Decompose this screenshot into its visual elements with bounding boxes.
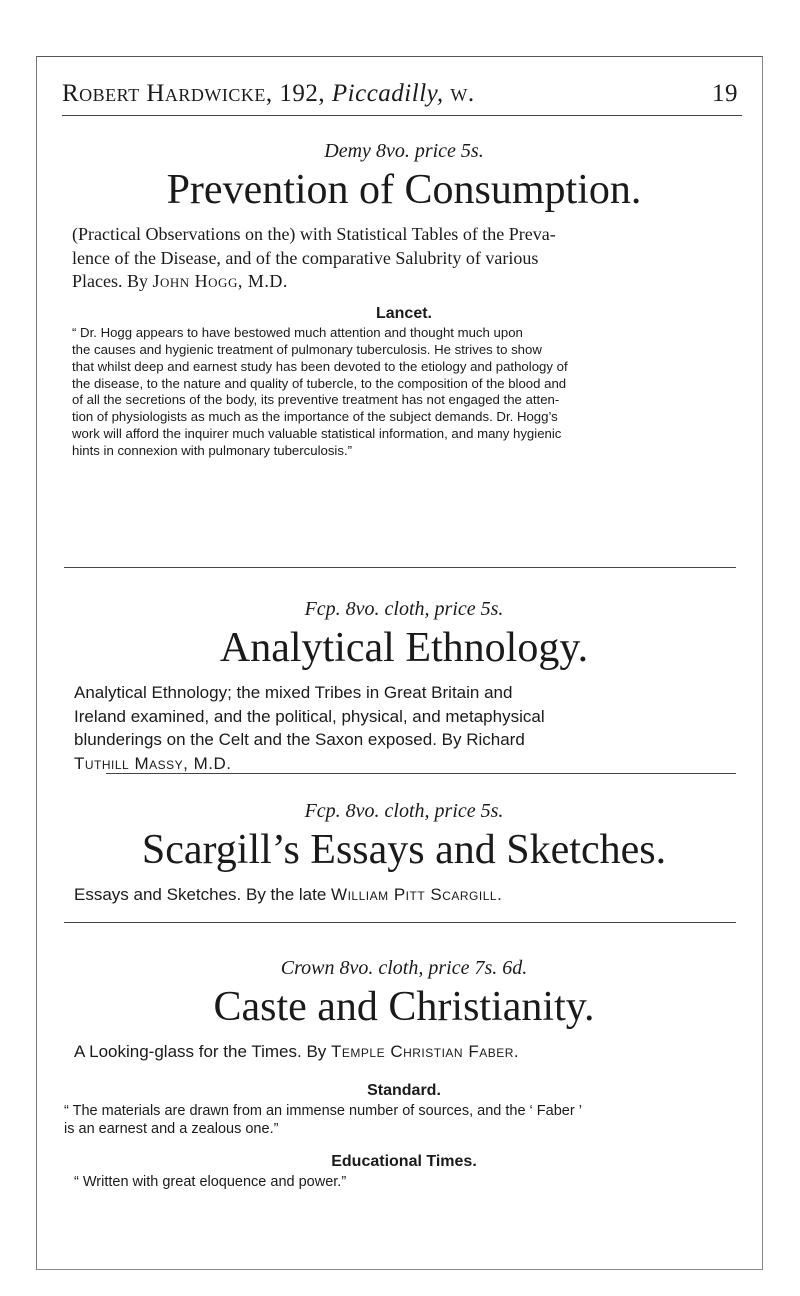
review-source: Standard. (367, 1081, 441, 1099)
book-author: Temple Christian Faber. (331, 1042, 520, 1062)
section-rule (64, 567, 736, 568)
book-author: William Pitt Scargill. (331, 885, 503, 905)
section-rule (64, 922, 736, 923)
book-description: Essays and Sketches. By the late William Pitt Scargill. (74, 885, 503, 905)
review-source: Lancet. (375, 305, 432, 323)
book-format: Fcp. 8vo. cloth, price 5s. (304, 800, 504, 822)
running-header (62, 80, 760, 108)
book-title: Prevention of Consumption. (166, 167, 642, 213)
section-rule (106, 773, 736, 774)
header-rule (62, 115, 742, 116)
book-entry-prevention (64, 140, 744, 459)
book-author: Tuthill Massy, M.D. (74, 753, 232, 773)
book-format: Crown 8vo. cloth, price 7s. 6d. (280, 957, 528, 979)
book-description: Analytical Ethnology; the mixed Tribes in Great Britain and Ireland examined, and the political, physical, and metaphysical blunderings on the Celt and the Saxon exposed. By Richard Tuthill Massy, M.D. (74, 683, 545, 773)
book-entry-caste (64, 957, 744, 1192)
review-source: Educational Times. (331, 1153, 477, 1171)
review-quote: “ The materials are drawn from an immense number of sources, and the ‘ Faber ’ is an earnest and a zealous one.” (64, 1102, 582, 1138)
book-entry-scargill (64, 800, 744, 907)
review-quote: “ Dr. Hogg appears to have bestowed much attention and thought much upon the causes and hygienic treatment of pulmonary tuberculosis. He strives to show that whilst deep and earnest study has been devoted to the etiology and pathology of the disease, to the nature and quality of tubercle, to the composition of the blood and of all the secretions of the body, its preventive treatment has not engaged the atten- tion of physiologists as much as the importance of the subject demands. Dr. Hogg’s work will afford the inquirer much valuable statistical information, and many hygienic hints in connexion with pulmonary tuberculosis.” (72, 325, 568, 458)
book-title: Caste and Christianity. (213, 984, 595, 1030)
book-author: John Hogg, M.D. (152, 270, 288, 291)
page-number: 19 (712, 80, 738, 107)
book-entry-ethnology (64, 598, 744, 775)
publisher-imprint: Robert Hardwicke, 192, Piccadilly, w. (62, 80, 475, 107)
book-description: A Looking-glass for the Times. By Temple Christian Faber. (74, 1042, 520, 1062)
book-format: Demy 8vo. price 5s. (324, 140, 484, 162)
book-title: Scargill’s Essays and Sketches. (141, 827, 667, 873)
review-quote: “ Written with great eloquence and power.” (74, 1174, 347, 1191)
book-format: Fcp. 8vo. cloth, price 5s. (304, 598, 504, 620)
book-title: Analytical Ethnology. (219, 625, 589, 671)
book-description: (Practical Observations on the) with Statistical Tables of the Preva- lence of the Disease, and of the comparative Salubrity of various Places. By John Hogg, M.D. (72, 224, 556, 291)
